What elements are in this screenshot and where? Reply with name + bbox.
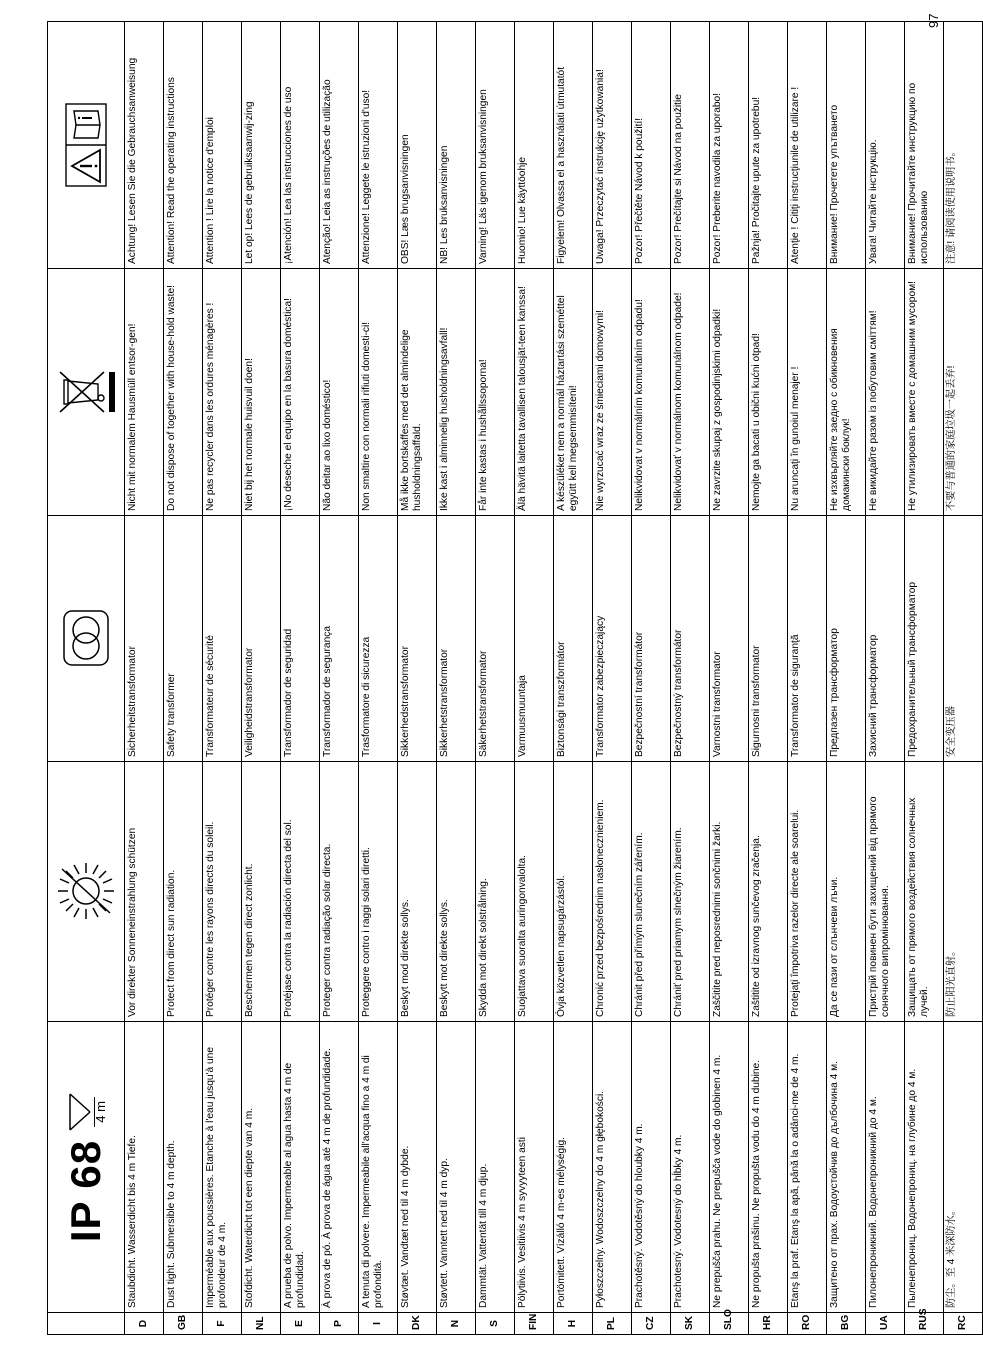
- transformer-text: Захисний трансформатор: [866, 516, 905, 762]
- ip-rating-text: Støvtæt. Vandtæt ned til 4 m dybde.: [398, 1022, 437, 1313]
- ip-rating-text: IP 68: [62, 1139, 109, 1243]
- symbols-table: [47, 21, 983, 1335]
- transformer-text: Bezpečnostný transformátor: [671, 516, 710, 762]
- language-code: N: [437, 1313, 476, 1335]
- table-row: [944, 22, 983, 1335]
- header-sun-cell: [48, 762, 125, 1022]
- disposal-text: 不要与普通的家庭垃圾一起丢弃!: [944, 269, 983, 516]
- transformer-text: Sigurnosni transformator: [749, 516, 788, 762]
- warning-text: Atenção! Leia as instruções de utilização: [320, 22, 359, 269]
- sun-protection-text: Chrániť pred priamym slnečným žiarením.: [671, 762, 710, 1022]
- disposal-text: Nelikvidovať v normálnom komunálnom odpade!: [671, 269, 710, 516]
- sun-protection-text: Да се пази от слънчеви лъчи.: [827, 762, 866, 1022]
- header-row: [48, 22, 125, 1335]
- ip-rating-text: À prova de pó. À prova de água até 4 m de profundidade.: [320, 1022, 359, 1313]
- transformer-text: Transformator de siguranţă: [788, 516, 827, 762]
- language-code: RO: [788, 1313, 827, 1335]
- transformer-text: Transformador de seguridad: [281, 516, 320, 762]
- transformer-text: Safety transformer: [164, 516, 203, 762]
- ip-rating-text: A prueba de polvo. Impermeable al agua hasta 4 m de profundidad.: [281, 1022, 320, 1313]
- ip-rating-text: Dammtät. Vattentät till 4 m djup.: [476, 1022, 515, 1313]
- transformer-text: Transformateur de sécurité: [203, 516, 242, 762]
- warning-manual-icon: [64, 102, 108, 188]
- disposal-text: Älä hävitä laitetta tavallisen talousjät-teen kanssa!: [515, 269, 554, 516]
- warning-text: OBS! Læs brugsanvisningen: [398, 22, 437, 269]
- ip-rating-text: 防尘。至 4 米深防水。: [944, 1022, 983, 1313]
- sun-protection-text: Chránit před přímým slunečním zářením.: [632, 762, 671, 1022]
- header-warning-cell: [48, 22, 125, 269]
- disposal-text: ¡No deseche el equipo en la basura doméstica!: [281, 269, 320, 516]
- ip-rating-text: A tenuta di polvere. Impermeabile all'acqua fino a 4 m di profondità.: [359, 1022, 398, 1313]
- ip-rating-text: Prachotěsný. Vodotěsný do hloubky 4 m.: [632, 1022, 671, 1313]
- warning-text: Figyelem! Olvassa el a használati útmutatót: [554, 22, 593, 269]
- sun-protection-text: Chronić przed bezpośrednim nasłonecznieniem.: [593, 762, 632, 1022]
- table-row: [164, 22, 203, 1335]
- language-code: NL: [242, 1313, 281, 1335]
- disposal-text: Ikke kast i alminnelig husholdningsavfall!: [437, 269, 476, 516]
- header-ip-cell: [48, 1022, 125, 1313]
- transformer-text: Bezpečnostní transformátor: [632, 516, 671, 762]
- transformer-text: 安全变压器: [944, 516, 983, 762]
- sun-protection-text: Zaščitite pred neposrednimi sončnimi žarki.: [710, 762, 749, 1022]
- table-row: [125, 22, 164, 1335]
- disposal-text: Non smaltire con normali rifiuti domesti-ci!: [359, 269, 398, 516]
- table-row: [281, 22, 320, 1335]
- sun-protection-text: Protect from direct sun radiation.: [164, 762, 203, 1022]
- sun-protection-text: Vor direkter Sonneneinstrahlung schützen: [125, 762, 164, 1022]
- table-row: [515, 22, 554, 1335]
- transformer-text: Transformador de segurança: [320, 516, 359, 762]
- disposal-text: Не утилизировать вместе с домашним мусором!: [905, 269, 944, 516]
- safety-transformer-icon: [61, 609, 111, 669]
- warning-text: Atenţie ! Citiţi instrucţiunile de utilizare !: [788, 22, 827, 269]
- disposal-text: Nie wyrzucać wraz ze śmieciami domowymi!: [593, 269, 632, 516]
- sun-protection-text: Защищать от прямого воздействия солнечных лучей.: [905, 762, 944, 1022]
- warning-text: Attention! Read the operating instructions: [164, 22, 203, 269]
- disposal-text: Nelikvidovat v normálním komunálním odpadu!: [632, 269, 671, 516]
- sun-protection-text: Óvja közvetlen napsugárzástól.: [554, 762, 593, 1022]
- ip-rating-text: Pölytiivis. Vesitiivis 4 m syvyyteen asti: [515, 1022, 554, 1313]
- language-code: F: [203, 1313, 242, 1335]
- depth-label: 4 m: [94, 1097, 107, 1127]
- language-code: BG: [827, 1313, 866, 1335]
- sun-protection-text: Protéjase contra la radiación directa del sol.: [281, 762, 320, 1022]
- transformer-text: Sicherheitstransformator: [125, 516, 164, 762]
- table-row: [866, 22, 905, 1335]
- table-row: [671, 22, 710, 1335]
- warning-text: Pozor! Preberite navodila za uporabo!: [710, 22, 749, 269]
- sun-protection-text: Beskyt mod direkte sollys.: [398, 762, 437, 1022]
- warning-text: NB! Les bruksanvisningen: [437, 22, 476, 269]
- language-code: GB: [164, 1313, 203, 1335]
- transformer-text: Biztonsági transzformátor: [554, 516, 593, 762]
- disposal-text: Får inte kastas i hushållssoporna!: [476, 269, 515, 516]
- transformer-text: Säkerhetstransformator: [476, 516, 515, 762]
- disposal-text: A készüléket nem a normál háztartási szeméttel együtt kell megsemmisíteni!: [554, 269, 593, 516]
- warning-text: Let op! Lees de gebruiksaanwij-zing: [242, 22, 281, 269]
- table-row: [554, 22, 593, 1335]
- transformer-text: Transformator zabezpieczający: [593, 516, 632, 762]
- ip-rating-text: Prachotesný. Vodotesný do hĺbky 4 m.: [671, 1022, 710, 1313]
- table-row: [632, 22, 671, 1335]
- table-row: [320, 22, 359, 1335]
- disposal-text: Nu aruncaţi în gunoiul menajer !: [788, 269, 827, 516]
- ip-rating-text: Stofdicht. Waterdicht tot een diepte van 4 m.: [242, 1022, 281, 1313]
- transformer-text: Предпазен трансформатор: [827, 516, 866, 762]
- sun-protection-text: 防止阳光直射。: [944, 762, 983, 1022]
- header-transformer-cell: [48, 516, 125, 762]
- language-code: H: [554, 1313, 593, 1335]
- sun-protection-text: Zaštitite od izravnog sunčevog zračenja.: [749, 762, 788, 1022]
- language-code: RC: [944, 1313, 983, 1335]
- table-row: [242, 22, 281, 1335]
- table-row: [788, 22, 827, 1335]
- disposal-text: Nemojte ga bacati u obični kućni otpad!: [749, 269, 788, 516]
- sun-protection-text: Protéger contre les rayons directs du soleil.: [203, 762, 242, 1022]
- sun-protection-text: Protejaţi împotriva razelor directe ale soarelui.: [788, 762, 827, 1022]
- warning-text: ¡Atención! Lea las instrucciones de uso: [281, 22, 320, 269]
- language-code: I: [359, 1313, 398, 1335]
- table-row: [827, 22, 866, 1335]
- disposal-text: Não deitar ao lixo doméstico!: [320, 269, 359, 516]
- warning-text: Varning! Läs igenom bruksanvisningen: [476, 22, 515, 269]
- table-row: [203, 22, 242, 1335]
- language-code: SK: [671, 1313, 710, 1335]
- ip-rating-text: Pyłoszczelny. Wodoszczelny do 4 m głębokości.: [593, 1022, 632, 1313]
- page-number: 97: [926, 13, 941, 28]
- sun-protection-text: Skydda mot direkt solstrålning.: [476, 762, 515, 1022]
- table-row: [437, 22, 476, 1335]
- warning-text: 注意! 请阅读使用说明书。: [944, 22, 983, 269]
- sun-protection-text: Пристрій повинен бути захищений від прямого сонячного випромінювання.: [866, 762, 905, 1022]
- language-code: PL: [593, 1313, 632, 1335]
- warning-text: Pozor! Prečítajte si Návod na použitie: [671, 22, 710, 269]
- warning-text: Pozor! Přečtěte Návod k použití!: [632, 22, 671, 269]
- warning-text: Attenzione! Leggete le istruzioni d'uso!: [359, 22, 398, 269]
- transformer-text: Trasformatore di sicurezza: [359, 516, 398, 762]
- submersion-icon: [66, 1092, 107, 1132]
- ip-rating-text: Staubdicht. Wasserdicht bis 4 m Tiefe.: [125, 1022, 164, 1313]
- header-code-cell: [48, 1313, 125, 1335]
- disposal-text: Niet bij het normale huisvuil doen!: [242, 269, 281, 516]
- warning-text: Pažnja! Pročitajte upute za upotrebu!: [749, 22, 788, 269]
- ip-rating-symbol: [62, 1092, 109, 1243]
- disposal-text: Do not dispose of together with house-hold waste!: [164, 269, 203, 516]
- ip-rating-text: Dust tight. Submersible to 4 m depth.: [164, 1022, 203, 1313]
- disposal-text: Не изхвърляйте заедно с обикновения домакински боклук!: [827, 269, 866, 516]
- symbols-table-rotated: [47, 22, 968, 1335]
- no-direct-sun-icon: [54, 856, 118, 928]
- transformer-text: Sikkerhedstransformator: [398, 516, 437, 762]
- language-code: DK: [398, 1313, 437, 1335]
- language-code: FIN: [515, 1313, 554, 1335]
- ip-rating-text: Etanş la praf. Etanş la apă, până la o adânci-me de 4 m.: [788, 1022, 827, 1313]
- sun-protection-text: Suojattava suoralta auringonvalolta.: [515, 762, 554, 1022]
- transformer-text: Предохранительный трансформатор: [905, 516, 944, 762]
- table-row: [905, 22, 944, 1335]
- table-row: [476, 22, 515, 1335]
- sun-protection-text: Beschermen tegen direct zonlicht.: [242, 762, 281, 1022]
- language-code: HR: [749, 1313, 788, 1335]
- disposal-text: Nicht mit normalem Hausmüll entsor-gen!: [125, 269, 164, 516]
- sun-protection-text: Proteger contra radiação solar directa.: [320, 762, 359, 1022]
- transformer-text: Sikkerhetstransformator: [437, 516, 476, 762]
- transformer-text: Varmuusmuuntaja: [515, 516, 554, 762]
- warning-text: Huomio! Lue käyttöohje: [515, 22, 554, 269]
- table-row: [593, 22, 632, 1335]
- disposal-text: Må ikke bortskaffes med det almindelige husholdningsaffald.: [398, 269, 437, 516]
- language-code: P: [320, 1313, 359, 1335]
- table-row: [398, 22, 437, 1335]
- language-code: SLO: [710, 1313, 749, 1335]
- disposal-text: Ne zavrzite skupaj z gospodinjskimi odpadki!: [710, 269, 749, 516]
- warning-text: Uwaga! Przeczytać instrukcję użytkowania!: [593, 22, 632, 269]
- sun-protection-text: Beskytt mot direkte sollys.: [437, 762, 476, 1022]
- ip-rating-text: Portömitett. Vízálló 4 m-es mélységig.: [554, 1022, 593, 1313]
- warning-text: Внимание! Прочетете упътването: [827, 22, 866, 269]
- language-code: S: [476, 1313, 515, 1335]
- table-row: [710, 22, 749, 1335]
- ip-rating-text: Ne prepušča prahu. Ne prepušča vode do globinen 4 m.: [710, 1022, 749, 1313]
- ip-rating-text: Imperméable aux poussières. Etanche à l'eau jusqu'à une profondeur de 4 m.: [203, 1022, 242, 1313]
- ip-rating-text: Støvtett. Vanntett ned til 4 m dyp.: [437, 1022, 476, 1313]
- warning-text: Внимание! Прочитайте инструкцию по использованию: [905, 22, 944, 269]
- ip-rating-text: Пилонепроникний. Водонепроникний до 4 м.: [866, 1022, 905, 1313]
- transformer-text: Varnostni transformator: [710, 516, 749, 762]
- warning-text: Achtung! Lesen Sie die Gebrauchsanweisung: [125, 22, 164, 269]
- table-row: [749, 22, 788, 1335]
- ip-rating-text: Защитено от прах. Водоустойчив до дълбочина 4 м.: [827, 1022, 866, 1313]
- transformer-text: Veiligheidstransformator: [242, 516, 281, 762]
- language-code: CZ: [632, 1313, 671, 1335]
- wheelie-bin-crossed-icon: [54, 364, 118, 420]
- table-row: [359, 22, 398, 1335]
- warning-text: Увага! Читайте інструкцію.: [866, 22, 905, 269]
- ip-rating-text: Ne propušta prašinu. Ne propušta vodu do 4 m dubine.: [749, 1022, 788, 1313]
- language-code: D: [125, 1313, 164, 1335]
- sun-protection-text: Proteggere contro i raggi solari diretti.: [359, 762, 398, 1022]
- language-code: RUS: [905, 1313, 944, 1335]
- disposal-text: Не викидайте разом із побутовим сміттям!: [866, 269, 905, 516]
- language-code: UA: [866, 1313, 905, 1335]
- header-waste-cell: [48, 269, 125, 516]
- language-code: E: [281, 1313, 320, 1335]
- ip-rating-text: Пыленепрониц. Водонепрониц. на глубине до 4 м.: [905, 1022, 944, 1313]
- disposal-text: Ne pas recycler dans les ordures ménagères !: [203, 269, 242, 516]
- warning-text: Attention ! Lire la notice d'emploi: [203, 22, 242, 269]
